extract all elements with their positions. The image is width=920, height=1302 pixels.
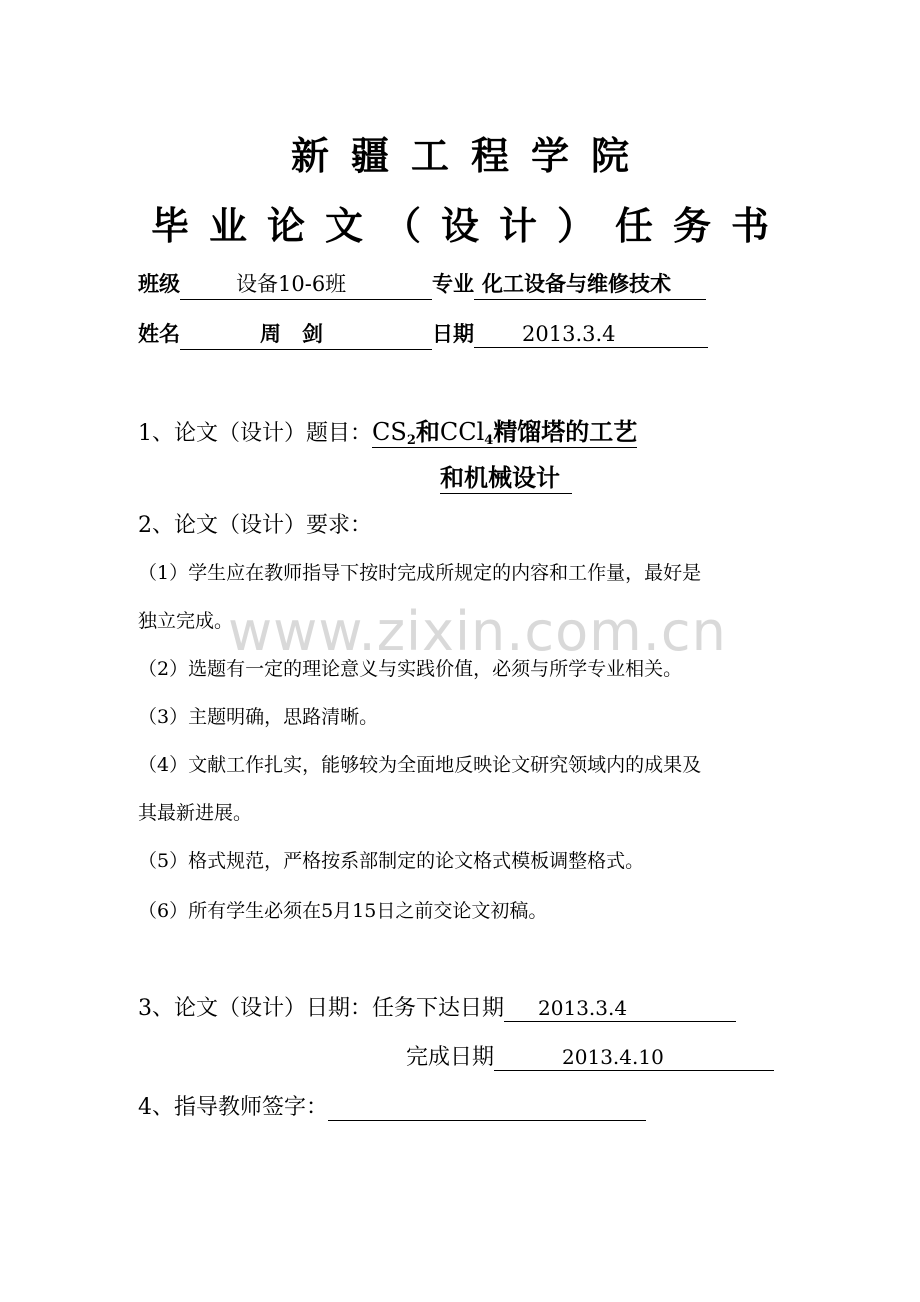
issue-date-label: 任务下达日期 xyxy=(372,996,505,1021)
class-row xyxy=(138,268,706,300)
dates-label: 3、论文（设计）日期： xyxy=(138,996,372,1021)
topic-label: 1、论文（设计）题目： xyxy=(138,421,372,446)
topic-title-line1 xyxy=(372,417,637,448)
topic-title-line2: 和机械设计 xyxy=(440,463,572,494)
major-value: 化工设备与维修技术 xyxy=(474,268,706,300)
class-value: 设备10-6班 xyxy=(180,268,432,300)
requirement-line: （2）选题有一定的理论意义与实践价值，必须与所学专业相关。 xyxy=(138,658,683,680)
dates-row xyxy=(138,991,736,1022)
requirement-line: 其最新进展。 xyxy=(138,802,253,824)
topic-row xyxy=(138,412,637,448)
name-label: 姓名 xyxy=(138,321,180,346)
watermark: www.zixin.com.cn xyxy=(228,600,727,663)
topic-ccl-sub: 4 xyxy=(484,433,494,448)
document-title: 毕业论文（设计）任务书 xyxy=(150,203,789,248)
topic-cs-sub: 2 xyxy=(406,433,416,448)
topic-rest: 精馏塔的工艺 xyxy=(493,417,638,446)
signature-row xyxy=(138,1090,646,1121)
topic-cs: CS xyxy=(372,418,407,446)
signature-line[interactable] xyxy=(328,1098,646,1121)
signature-label: 4、指导教师签字： xyxy=(138,1095,328,1120)
school-title: 新疆工程学院 xyxy=(290,133,651,178)
requirement-line: （4）文献工作扎实，能够较为全面地反映论文研究领域内的成果及 xyxy=(138,754,702,776)
finish-date-label: 完成日期 xyxy=(406,1045,495,1070)
finish-date-value: 2013.4.10 xyxy=(494,1045,774,1071)
requirement-line: （5）格式规范，严格按系部制定的论文格式模板调整格式。 xyxy=(138,850,645,872)
major-label: 专业 xyxy=(432,271,474,296)
requirement-line: （1）学生应在教师指导下按时完成所规定的内容和工作量，最好是 xyxy=(138,562,702,584)
date-label: 日期 xyxy=(432,321,474,346)
finish-row xyxy=(406,1040,774,1071)
name-row xyxy=(138,318,708,350)
requirement-line: （3）主题明确，思路清晰。 xyxy=(138,706,379,728)
requirements-heading: 2、论文（设计）要求： xyxy=(138,513,372,538)
topic-row-2 xyxy=(440,458,572,493)
date-value: 2013.3.4 xyxy=(474,322,708,348)
name-value: 周 剑 xyxy=(180,318,432,350)
requirement-line: （6）所有学生必须在5月15日之前交论文初稿。 xyxy=(138,900,548,922)
class-label: 班级 xyxy=(138,271,180,296)
requirement-line: 独立完成。 xyxy=(138,610,234,632)
issue-date-value: 2013.3.4 xyxy=(504,996,736,1022)
topic-and: 和 xyxy=(415,417,440,446)
topic-ccl: CCl xyxy=(439,418,485,446)
